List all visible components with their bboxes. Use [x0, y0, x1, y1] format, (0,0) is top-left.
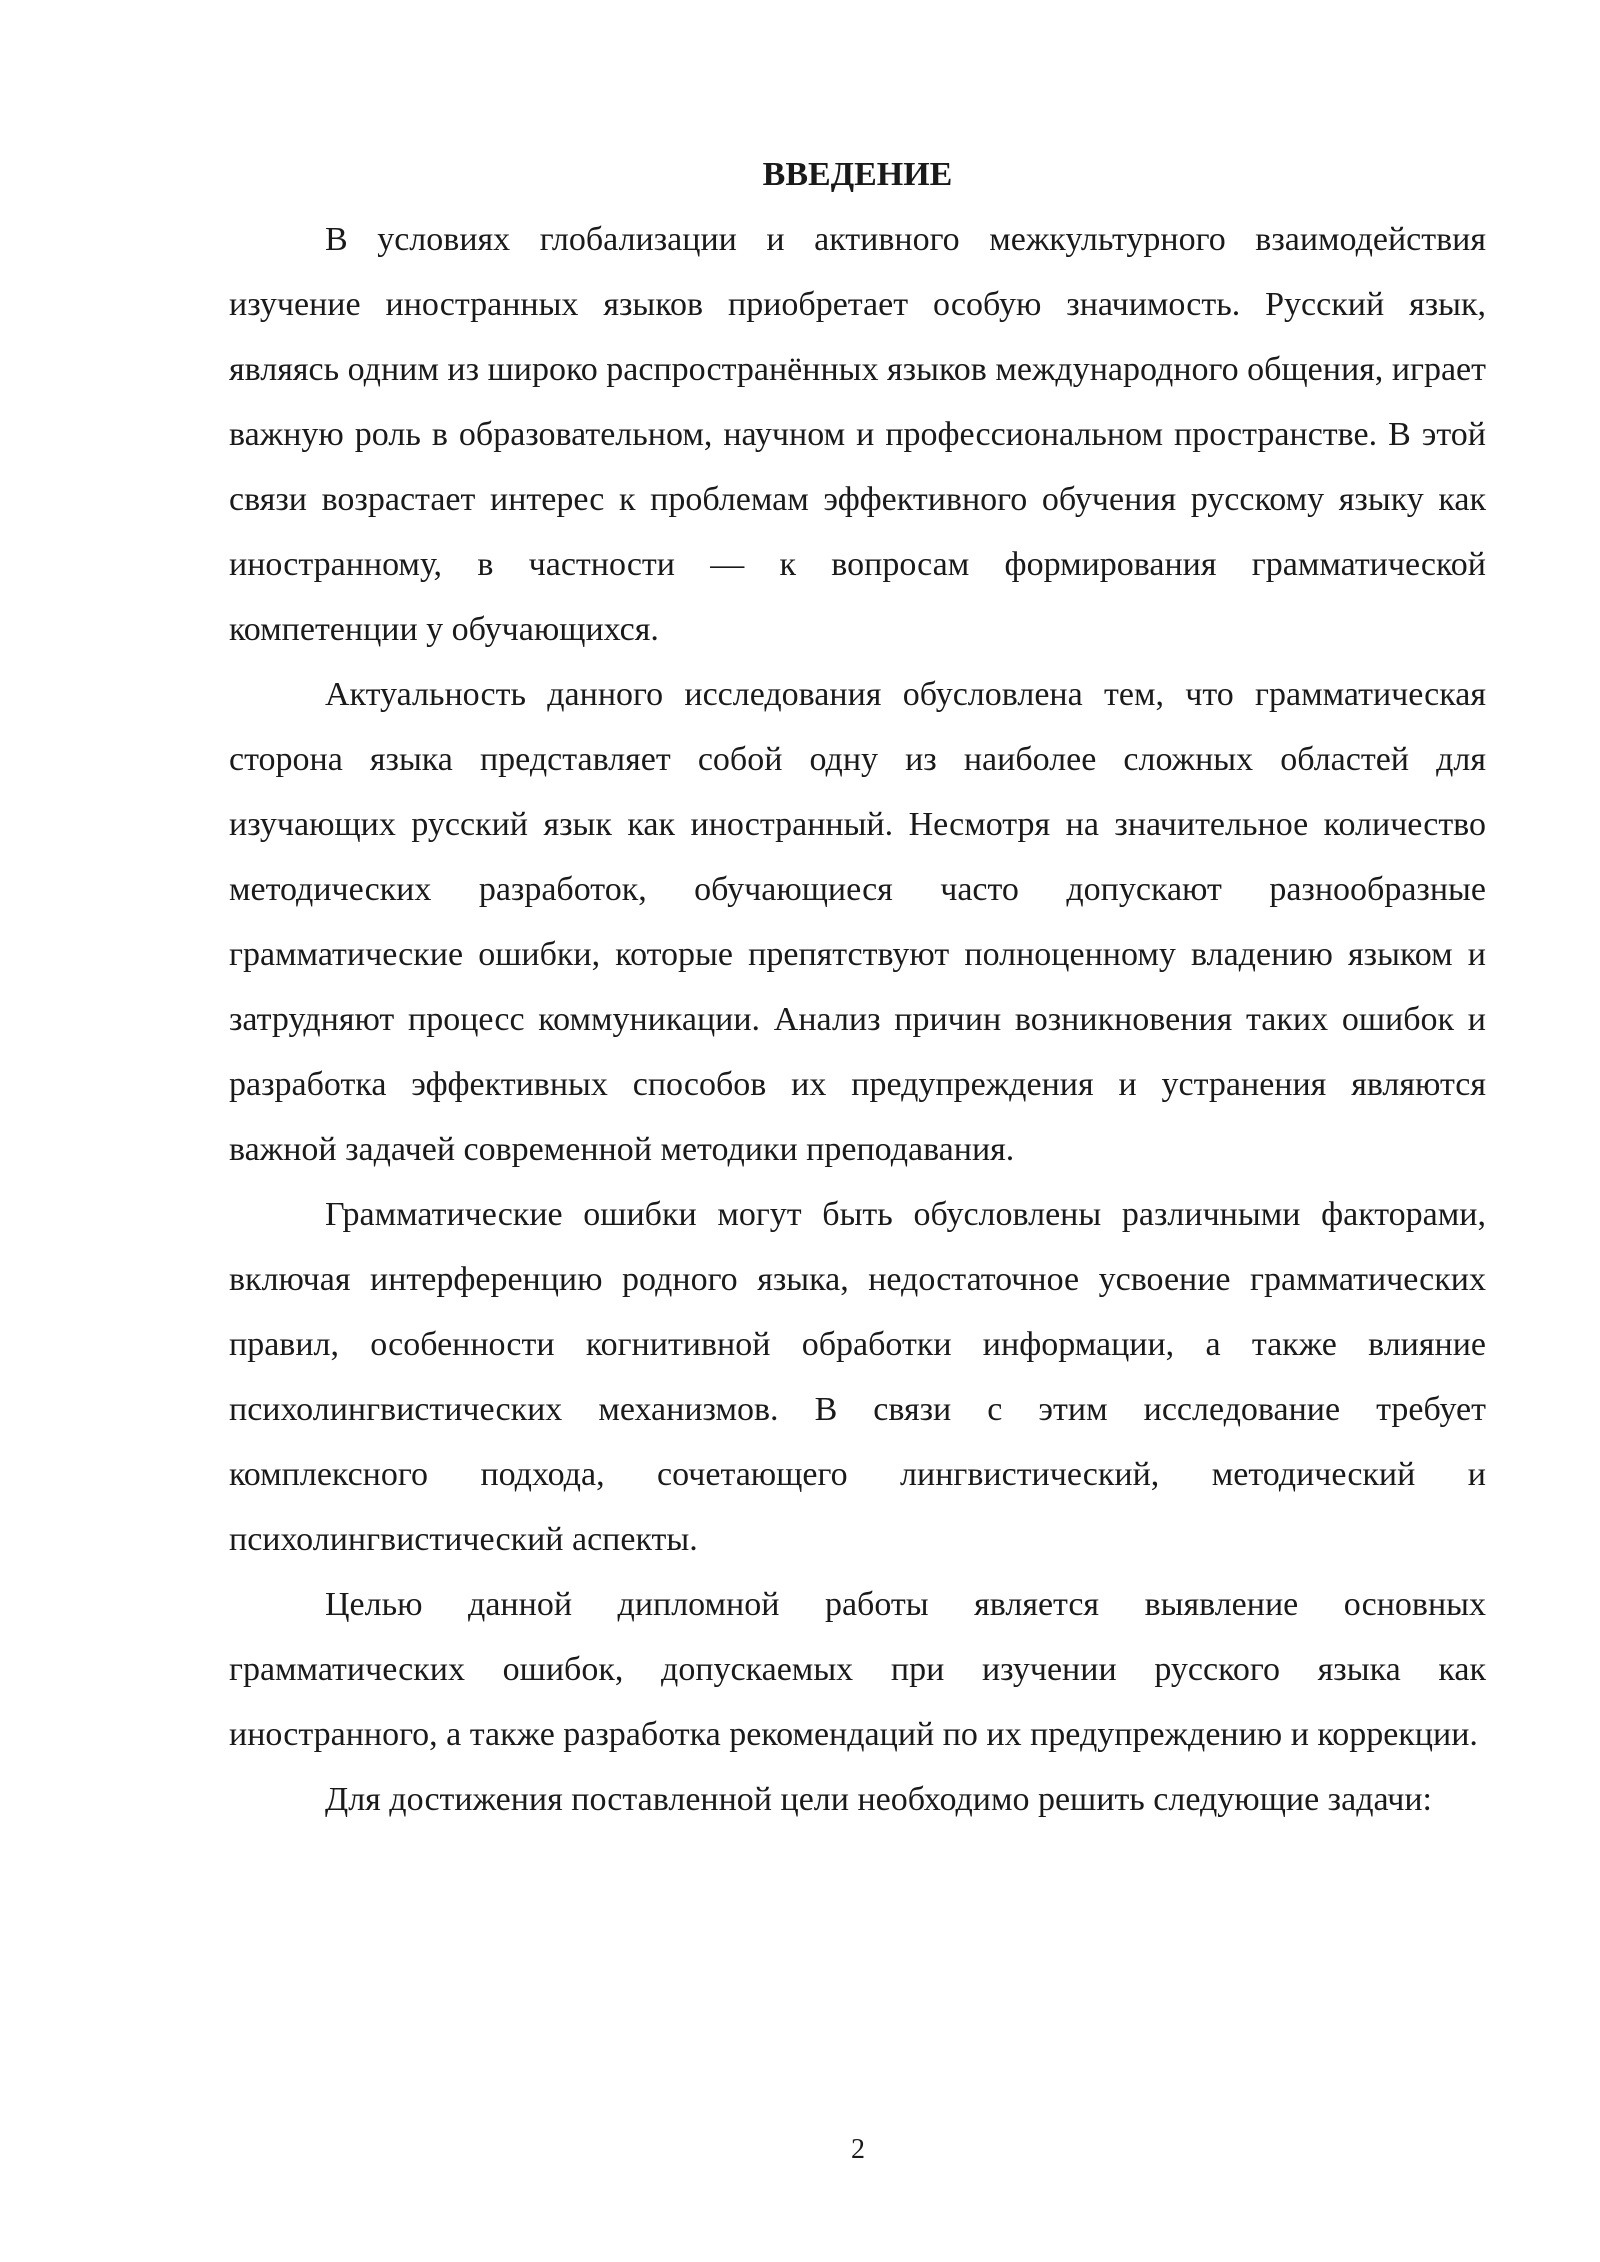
paragraph-error-factors: Грамматические ошибки могут быть обусловлены различными факторами, включая интерференцию родного языка, недостаточное усвоение грамматических правил, особенности когнитивной обработки информации, а также влияние психолингвистических механизмов. В связи с этим исследование требует комплексного подхода, сочетающего лингвистический, методический и психолингвистический аспекты.	[229, 1196, 1486, 1558]
page-content	[229, 150, 1486, 1832]
paragraph-intro: В условиях глобализации и активного межкультурного взаимодействия изучение иностранных языков приобретает особую значимость. Русский язык, являясь одним из широко распространённых языков международного общения, играет важную роль в образовательном, научном и профессиональном пространстве. В этой связи возрастает интерес к проблемам эффективного обучения русскому языку как иностранному, в частности — к вопросам формирования грамматической компетенции у обучающихся.	[229, 221, 1486, 648]
paragraph-tasks: Для достижения поставленной цели необходимо решить следующие задачи:	[325, 1781, 1432, 1818]
page-number: 2	[851, 2134, 865, 2165]
paragraph-goal: Целью данной дипломной работы является выявление основных грамматических ошибок, допускаемых при изучении русского языка как иностранного, а также разработка рекомендаций по их предупреждению и коррекции.	[229, 1586, 1486, 1753]
section-title: ВВЕДЕНИЕ	[762, 156, 953, 193]
paragraph-relevance: Актуальность данного исследования обусловлена тем, что грамматическая сторона языка представляет собой одну из наиболее сложных областей для изучающих русский язык как иностранный. Несмотря на значительное количество методических разработок, обучающиеся часто допускают разнообразные грамматические ошибки, которые препятствуют полноценному владению языком и затрудняют процесс коммуникации. Анализ причин возникновения таких ошибок и разработка эффективных способов их предупреждения и устранения являются важной задачей современной методики преподавания.	[229, 676, 1486, 1168]
